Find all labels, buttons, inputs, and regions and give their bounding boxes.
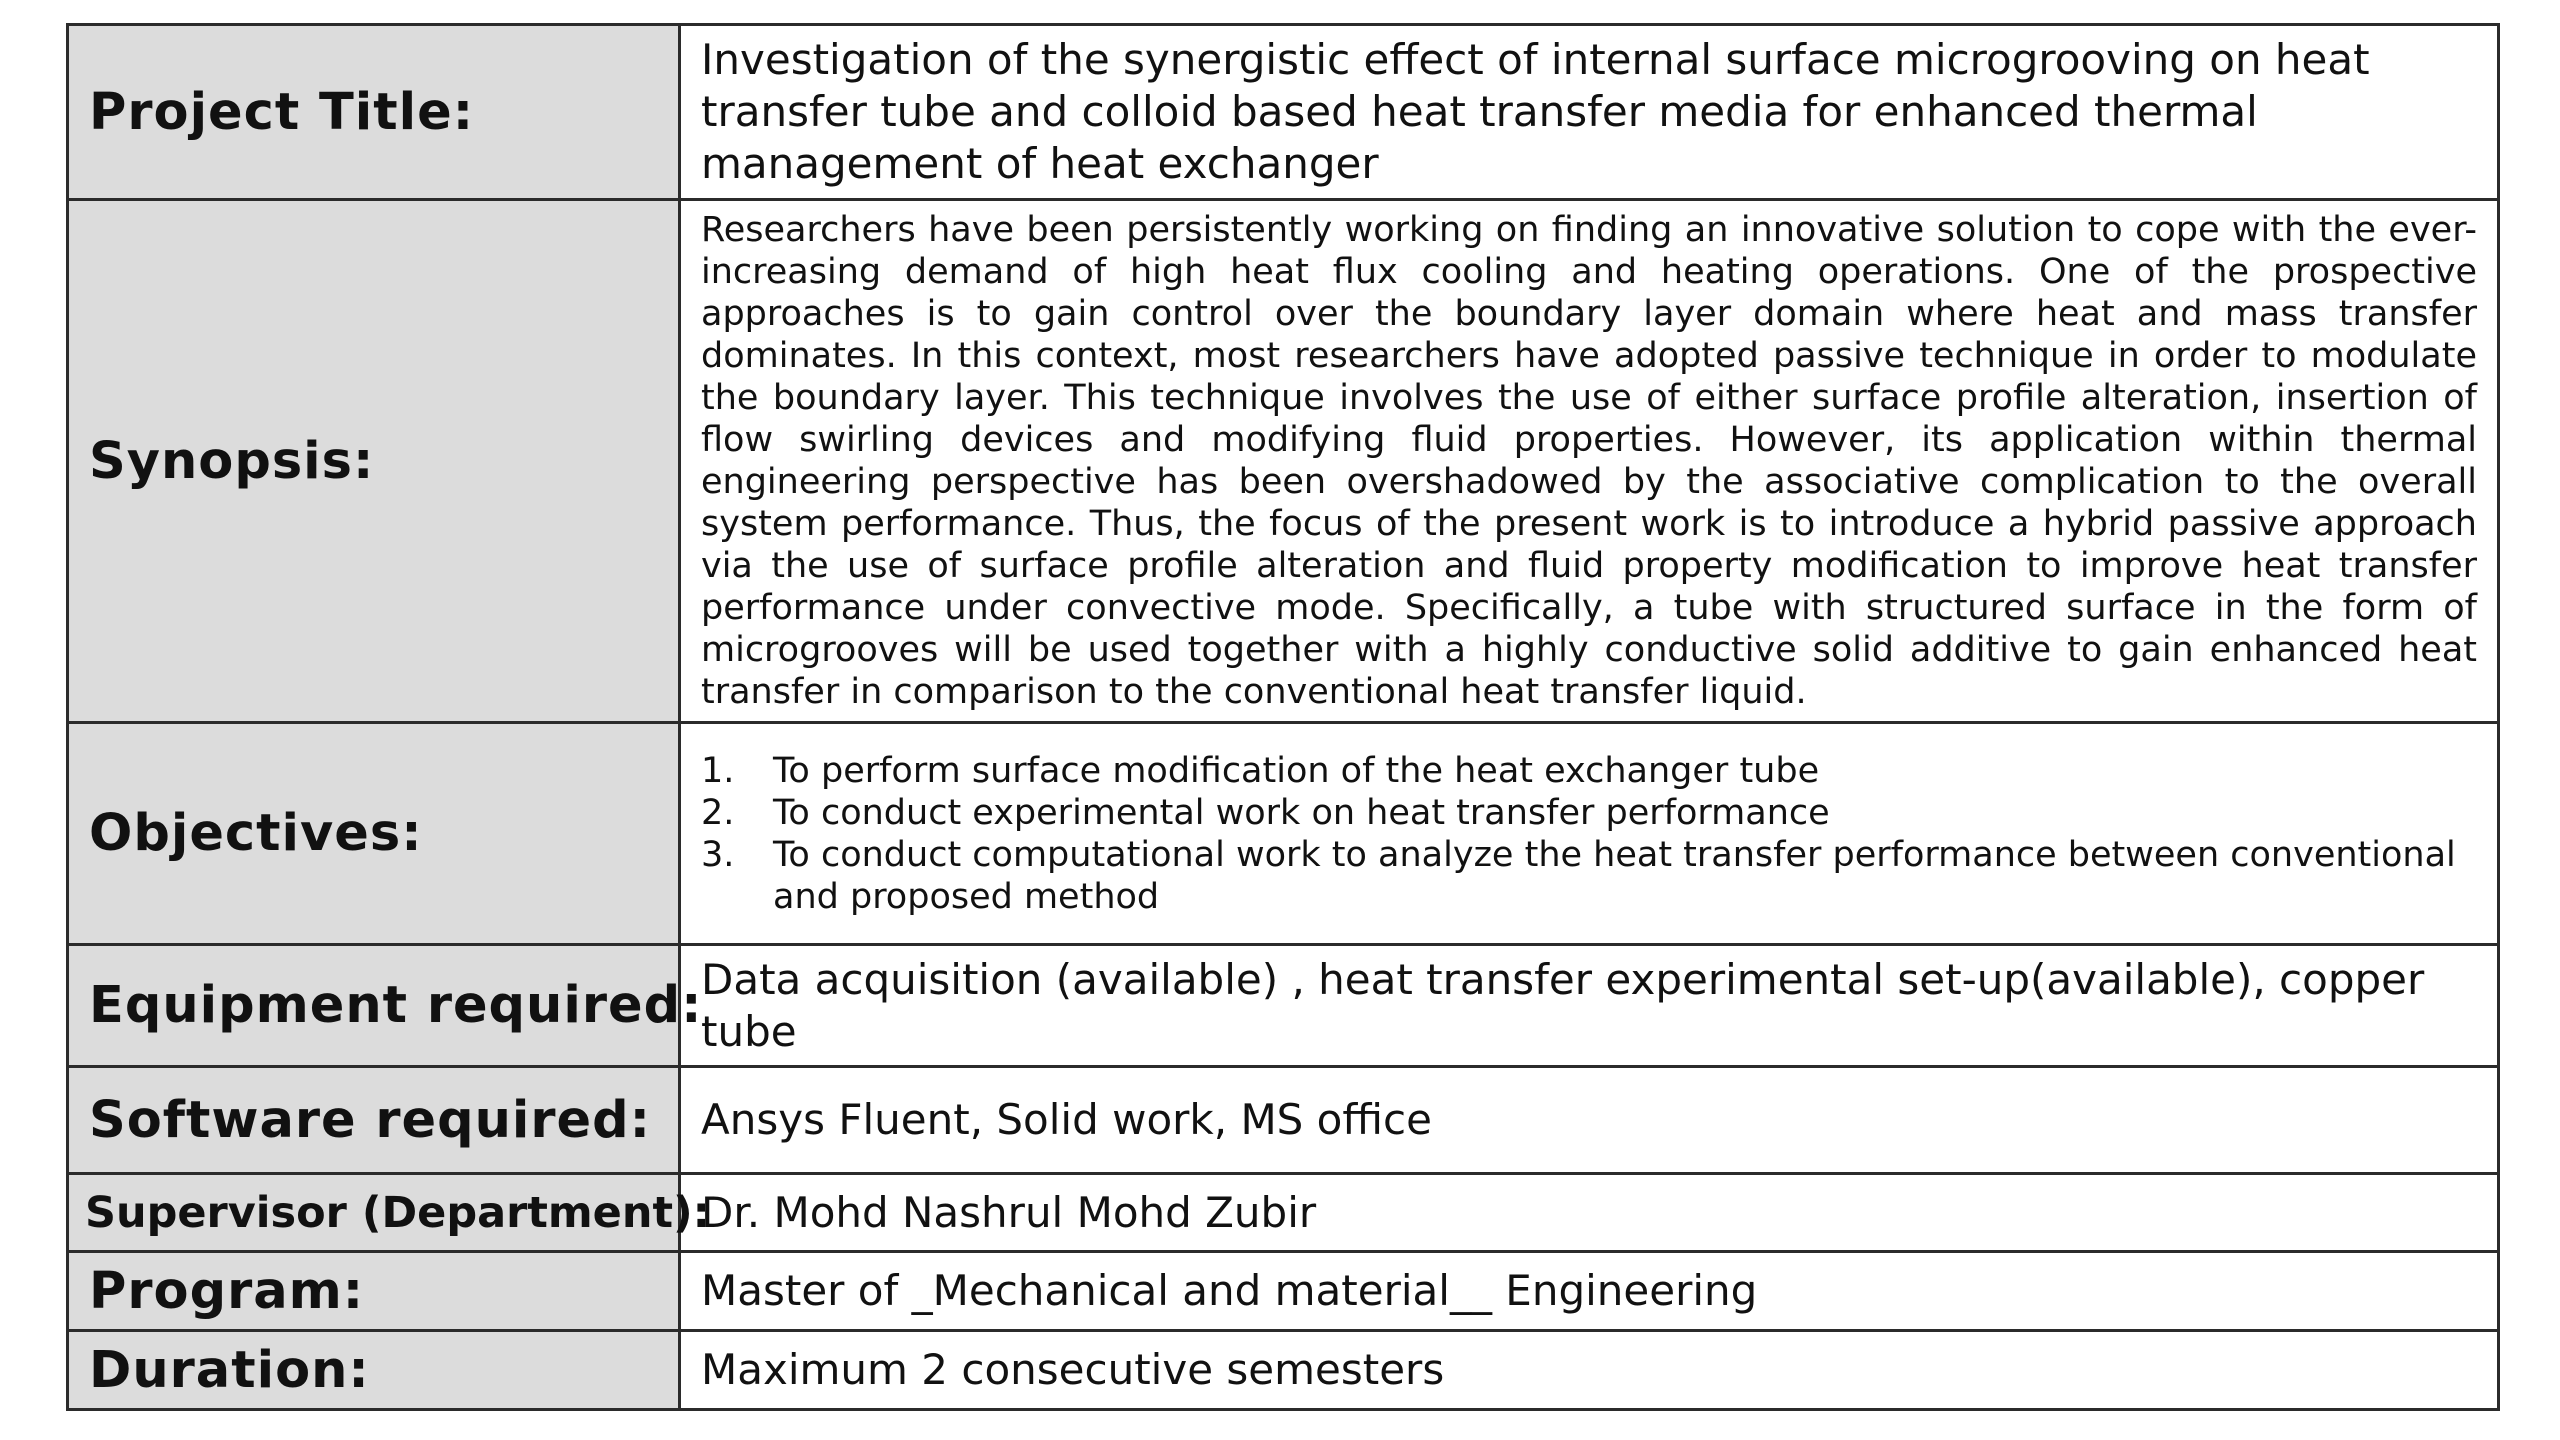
row-project-title [68,25,2499,200]
objectives-value [680,723,2499,945]
objective-item [701,750,2477,792]
objective-item [701,834,2477,918]
duration-value: Maximum 2 consecutive semesters [680,1331,2499,1410]
supervisor-label: Supervisor (Department): [68,1174,680,1252]
synopsis-label: Synopsis: [68,200,680,723]
objective-number: 2. [701,792,735,833]
equipment-value: Data acquisition (available) , heat transfer experimental set-up(available), copper tube [680,945,2499,1067]
software-value: Ansys Fluent, Solid work, MS office [680,1067,2499,1174]
objectives-list [701,750,2477,918]
objective-text: To perform surface modification of the heat exchanger tube [773,750,1820,791]
objective-number: 3. [701,834,735,875]
row-equipment [68,945,2499,1067]
objective-number: 1. [701,750,735,791]
project-title-value: Investigation of the synergistic effect of internal surface microgrooving on heat transfer tube and colloid based heat transfer media for enhanced thermal management of heat exchanger [680,25,2499,200]
program-label: Program: [68,1252,680,1331]
row-supervisor [68,1174,2499,1252]
objective-text: To conduct experimental work on heat transfer performance [773,792,1830,833]
objective-text: To conduct computational work to analyze the heat transfer performance between conventional and proposed method [773,834,2456,917]
row-duration [68,1331,2499,1410]
duration-label: Duration: [68,1331,680,1410]
supervisor-value: Dr. Mohd Nashrul Mohd Zubir [680,1174,2499,1252]
row-objectives [68,723,2499,945]
project-info-table [66,23,2500,1411]
row-program [68,1252,2499,1331]
row-software [68,1067,2499,1174]
program-value: Master of _Mechanical and material__ Engineering [680,1252,2499,1331]
equipment-label: Equipment required: [68,945,680,1067]
project-title-label: Project Title: [68,25,680,200]
software-label: Software required: [68,1067,680,1174]
synopsis-value: Researchers have been persistently working on finding an innovative solution to cope with the ever-increasing demand of high heat flux cooling and heating operations. One of the prospective approaches is to gain control over the boundary layer domain where heat and mass transfer dominates. In this context, most researchers have adopted passive technique in order to modulate the boundary layer. This technique involves the use of either surface profile alteration, insertion of flow swirling devices and modifying fluid properties. However, its application within thermal engineering perspective has been overshadowed by the associative complication to the overall system performance. Thus, the focus of the present work is to introduce a hybrid passive approach via the use of surface profile alteration and fluid property modification to improve heat transfer performance under convective mode. Specifically, a tube with structured surface in the form of microgrooves will be used together with a highly conductive solid additive to gain enhanced heat transfer in comparison to the conventional heat transfer liquid. [680,200,2499,723]
row-synopsis [68,200,2499,723]
objective-item [701,792,2477,834]
objectives-label: Objectives: [68,723,680,945]
